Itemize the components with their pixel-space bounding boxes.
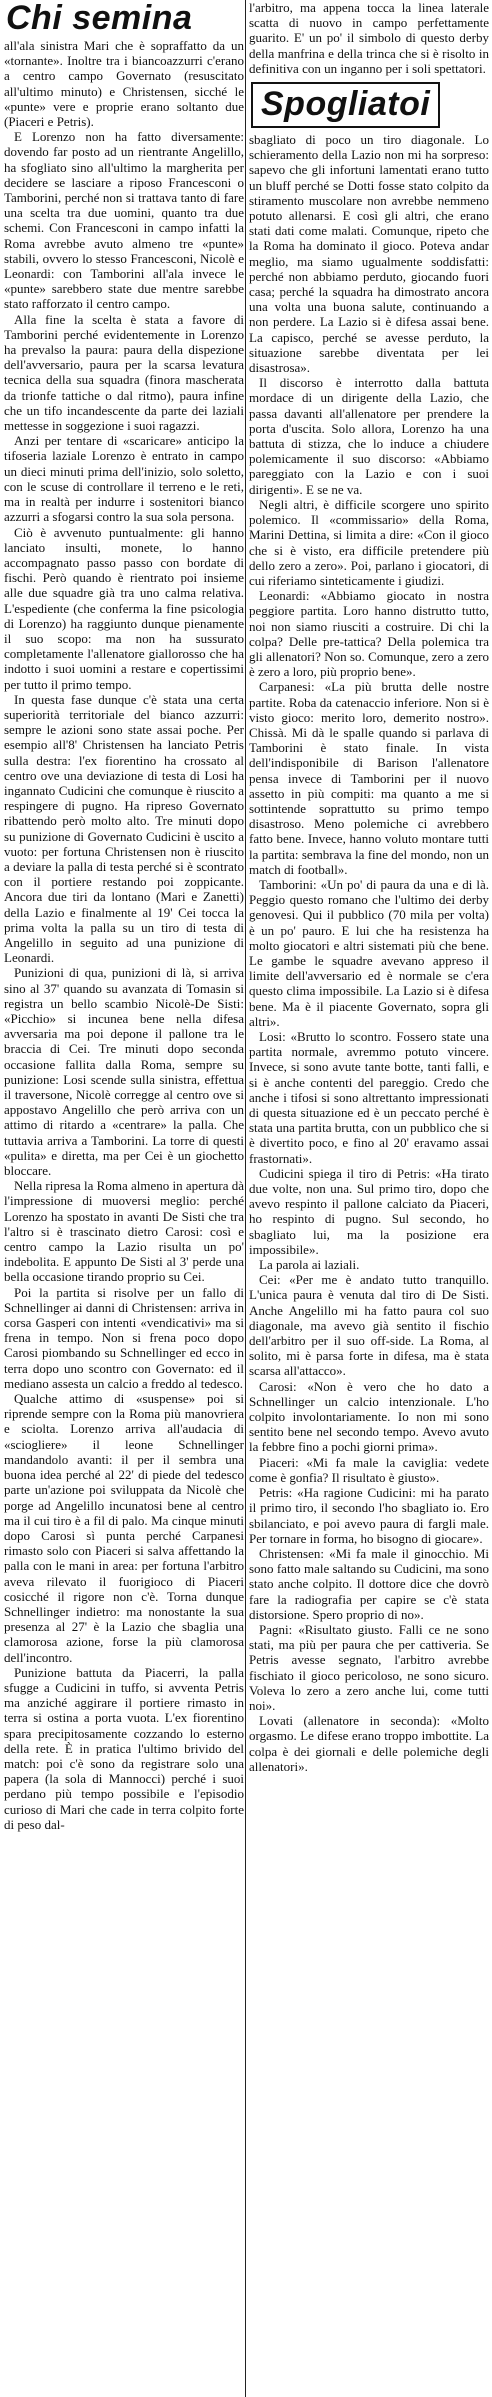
column-divider <box>245 0 246 2397</box>
right-column <box>249 0 489 2397</box>
article-paragraph: Carpanesi: «La più brutta delle nostre partite. Roba da catenaccio inferiore. Non si è visto gioco: merito loro, demerito nostro». Chissà. Mi dà le spalle quando si parlava di Tamborini è stato finale. In vista dell'indisponibile di Barison l'allenatore pensa invece di Tamborini per il nuovo assetto in più compiti: ma quanto a me si sottintende soprattutto su primo tempo disastroso. Meno polemiche ci avrebbero fatto bene. Invece, hanno voluto montare tutti la partita: sembrava la fine del mondo, non un match di football». <box>249 679 489 877</box>
article-paragraph: Ciò è avvenuto puntualmente: gli hanno lanciato insulti, monete, lo hanno accompagnato passo passo con bordate di fischi. Però quando è rientrato poi insieme alle due squadre già tra uno calma relativa. L'espediente (che conferma la fine psicologia di Lorenzo) ha raggiunto dunque pienamente il suo scopo: ma non ha sussurato completamente l'allenatore giallorosso che ha indotto i suoi uomini a restare e copertissimi per tutto il primo tempo. <box>4 524 244 692</box>
article-paragraph: sbagliato di poco un tiro diagonale. Lo schieramento della Lazio non mi ha sorpreso: sapevo che gli infortuni lamentati erano tutto un bluff perché se Dotti fosse stato colpito da stiramento muscolare non avrebbe nemmeno potuto allenarsi. E così gli altri, che erano stati dati come malati. Comunque, ripeto che la Roma ha dominato il gioco. Poteva andar meglio, ma siamo ugualmente soddisfatti: perché non abbiamo perduto, giocando fuori casa; perché la squadra ha dimostrato ancora una volta una buona salute, continuando a non perdere. La Lazio si è difesa assai bene. La capisco, perché se avesse perduto, la situazione sarebbe diventata per lei disastrosa». <box>249 132 489 376</box>
article-paragraph: In questa fase dunque c'è stata una certa superiorità territoriale del bianco azzurri: sempre le azioni sono state assai poche. Per esempio all'8' Christensen ha lanciato Petris sulla destra: l'ex fiorentino ha crossato al centro ove una deviazione di testa di Losi ha ingannato Cudicini che comunque è riuscito a respingere di pugno. Ha ripreso Governato ribattendo però molto alto. Tre minuti dopo su punizione di Governato Cudicini è uscito a vuoto: per fortuna Christensen non è riuscito a deviare la palla di testa perché si è scontrato con il portiere restando poi zoppicante. Ancora due tiri da lontano (Mari e Zanetti) della Lazio e finalmente al 19' Cei tocca la prima volta la palla su un tiro di testa di Angelillo in seguito ad una punizione di Leonardi. <box>4 691 244 966</box>
article-paragraph: Qualche attimo di «suspense» poi si riprende sempre con la Roma più manovriera e sciolta. Lorenzo arriva all'audacia di «sciogliere» il leone Schnellinger mandandolo avanti: il per il sembra una buona idea perché al 22' di piede del tedesco parte un'azione poi sviluppata da Nicolè che porge ad Angelillo incunatosi bene al centro ma il cui tiro è a fil di palo. Ma cinque minuti dopo Carosi sì punta perché Carpanesi rimasto solo con Piaceri si salva affettando la palla con le mani in area: per fortuna l'arbitro aveva rilevato il fuorigioco di Piaceri cosicché il rigore non c'è. Torna dunque Schnellinger indietro: ma nonostante la sua presenza al 27' è la Lazio che sbaglia una clamorosa azione, forse la più clamorosa dell'incontro. <box>4 1391 244 1665</box>
headline-box-spogliatoi <box>251 82 440 128</box>
article-paragraph: Punizione battuta da Piacerri, la palla sfugge a Cudicini in tuffo, si avventa Petris ma anziché aggirare il portiere rimasto in terra si ostina a porta vuota. L'ex fiorentino spara precipitosamente cozzando lo esterno della rete. È in pratica l'ultimo brivido del match: poi c'è sono da registrare solo una papera (la sola di Mannocci) perché i suoi perdano più tempo possibile e l'episodio curioso di Mari che cade in terra colpito forte di peso dal- <box>4 1664 244 1832</box>
article-paragraph: Petris: «Ha ragione Cudicini: mi ha parato il primo tiro, il secondo l'ho sbagliato io. Ero sbilanciato, e poi avevo paura di fargli male. Per tornare in forma, ho bisogno di giocare». <box>249 1485 489 1546</box>
article-paragraph: Tamborini: «Un po' di paura da una e di là. Peggio questo romano che l'ultimo dei derby genovesi. Qui il pubblico (70 mila per volta) è un po' pauro. E lui che ha resistenza ha molto giocatori e altri sistemati più che bene. Le gambe le squadre avevano appreso il limite dell'avversario ed è normale se c'era questo clima impossibile. La Lazio si è difesa bene. Ma è il piacente Governato, sopra gli altri». <box>249 876 489 1029</box>
article-paragraph: Cei: «Per me è andato tutto tranquillo. L'unica paura è venuta dal tiro di De Sisti. Anche Angelillo mi ha fatto paura col suo diagonale, ma avevo già sentito il fischio dell'arbitro per il suo off-side. La Roma, al solito, mi è parsa forte in difesa, ma è stata scarsa all'attacco». <box>249 1272 489 1379</box>
article-paragraph: Negli altri, è difficile scorgere uno spirito polemico. Il «commissario» della Roma, Marini Dettina, si limita a dire: «Con il gioco che si è visto, era difficile pretendere più dello zero a zero». Poi, parlano i giocatori, di cui riferiamo sinteticamente i giudizi. <box>249 496 489 588</box>
article-paragraph: Leonardi: «Abbiamo giocato in nostra peggiore partita. Loro hanno distrutto tutto, noi non siamo riusciti a costruire. Di chi la colpa? Delle pre-tattica? Della polemica tra gli allenatori? Non so. Comunque, zero a zero è zero a loro, più proprio bene». <box>249 588 489 680</box>
article-paragraph: Anzi per tentare di «scaricare» anticipo la tifoseria laziale Lorenzo è entrato in campo un dieci minuti prima dell'inizio, solo soletto, con le scuse di controllare il terreno e le reti, ma in realtà per indurre i sostenitori bianco azzurri a sfogarsi contro la sua sola persona. <box>4 433 244 525</box>
article-paragraph: Cudicini spiega il tiro di Petris: «Ha tirato due volte, non una. Sul primo tiro, dopo che avevo respinto il pallone calciato da Piaceri, ho respinto di pugno. Sul secondo, ho sbagliato lui, ma la posizione era impossibile». <box>249 1165 489 1257</box>
article-paragraph: E Lorenzo non ha fatto diversamente: dovendo far posto ad un rientrante Angelillo, ha sfogliato sino all'ultimo la margherita per decidere se lasciare a riposo Francesconi o Tamborini, perché non si trattava tanto di fare una scelta tra due uomini, quanto tra due schemi. Con Francesconi in campo infatti la Roma avrebbe avuto almeno tre «punte» stabili, ovvero lo stesso Francesconi, Nicolè e Leonardi: con Tamborini all'ala invece le «punte» sarebbero state due mentre sarebbe stato rafforzato il centro campo. <box>4 129 244 312</box>
article-paragraph: Punizioni di qua, punizioni di là, si arriva sino al 37' quando su avanzata di Tomasin si registra un bello scambio Nicolè-De Sisti: «Picchio» si incunea bene nella difesa avversaria ma poi depone il pallone tra le braccia di Cei. Tre minuti dopo seconda occasione fallita dalla Roma, sempre su punizione: Losi scende sulla sinistra, effettua il traversone, Nicolè corregge al centro ove si appostavo Angelillo che però arriva con un attimo di ritardo a «centrare» la palla. Che tuttavia arriva a Tamborini. La torre di questi «pulita» e diretta, ma per Cei è un giochetto bloccare. <box>4 965 244 1179</box>
article-paragraph: La parola ai laziali. <box>259 1257 360 1273</box>
headline-spogliatoi: Spogliatoi <box>261 85 431 124</box>
article-paragraph: Carosi: «Non è vero che ho dato a Schnellinger un calcio intenzionale. L'ho colpito involontariamente. Io non mi sono sentito bene nel secondo tempo. Avevo avuto la febbre fino a pochi giorni prima». <box>249 1378 489 1455</box>
article-paragraph: Nella ripresa la Roma almeno in apertura dà l'impressione di muoversi meglio: perché Lorenzo ha spostato in avanti De Sisti che tra l'altro si è trascinato dietro Carosi: così e centro campo la Lazio risulta un po' indebolita. E appunto De Sisti al 3' perde una bella occasione tirando proprio su Cei. <box>4 1178 244 1285</box>
headline-chi-semina: Chi semina <box>6 0 193 37</box>
article-paragraph: Poi la partita si risolve per un fallo di Schnellinger ai danni di Christensen: arriva in corsa Gasperi con intenti «vendicativi» ma si frena in tempo. Non si frena poco dopo Carosi piombando su Schnellinger ed ecco in terra dopo uno scontro con Governato: ed il mediano assesta un calcio a freddo al tedesco. <box>4 1284 244 1391</box>
article-paragraph: Christensen: «Mi fa male il ginocchio. Mi sono fatto male saltando su Cudicini, ma sono stato anche colpito. Il dottore dice che dovrò fare la radiografia per capire se c'è stata distorsione. Spero proprio di no». <box>249 1545 489 1622</box>
article-paragraph: Lovati (allenatore in seconda): «Molto orgasmo. Le difese erano troppo imbottite. La colpa è dei giornali e delle polemiche degli allenatori». <box>249 1713 489 1774</box>
article-paragraph: Alla fine la scelta è stata a favore di Tamborini perché evidentemente in Lorenzo ha prevalso la paura: paura della dispezione dell'avversario, paura per la scarsa levatura tecnica della sua squadra (finora mascherata da trionfe tattiche o dal ritmo), paura infine che un tifo incandescente da parte dei laziali mettesse in soggezione i suoi ragazzi. <box>4 311 244 434</box>
article-paragraph: Pagni: «Risultato giusto. Falli ce ne sono stati, ma più per paura che per cattiveria. Se Petris avesse segnato, l'arbitro avrebbe fischiato il gioco pericoloso, ne sono sicuro. Voleva lo zero a zero anche lui, come tutti noi». <box>249 1621 489 1713</box>
article-paragraph: Piaceri: «Mi fa male la caviglia: vedete come è gonfia? Il risultato è giusto». <box>249 1454 489 1485</box>
article-paragraph: l'arbitro, ma appena tocca la linea laterale scatta di nuovo in campo perfettamente guarito. E' un po' il simbolo di questo derby della manfrina e della trinca che si è risolto in definitiva con un inganno per i soli spettatori. <box>249 0 489 76</box>
left-column <box>4 0 244 2397</box>
article-paragraph: all'ala sinistra Mari che è sopraffatto da un «tornante». Inoltre tra i biancoazzurri c'erano a centro campo Governato (resuscitato all'ultimo minuto) e Christensen, sicché le «punte» vere e proprie erano soltanto due (Piaceri e Petris). <box>4 38 244 130</box>
article-paragraph: Il discorso è interrotto dalla battuta mordace di un dirigente della Lazio, che passa davanti all'allenatore per prendere la porta d'uscita. Solo allora, Lorenzo ha una battuta di stizza, che lo induce a chiudere polemicamente il suo discorso: «Abbiamo pareggiato con la Lazio e con i suoi dirigenti». E se ne va. <box>249 375 489 497</box>
article-paragraph: Losi: «Brutto lo scontro. Fossero state una partita normale, avremmo potuto vincere. Invece, si sono avute tante botte, tanti falli, e si è anche contenti del pareggio. Credo che anche i tifosi si sono altrettanto impressionati di questa situazione ed è un peccato perché è stata una partita brutta, con un pubblico che si è divertito poco, e fino al 20' eravamo assai frastornati». <box>249 1029 489 1166</box>
